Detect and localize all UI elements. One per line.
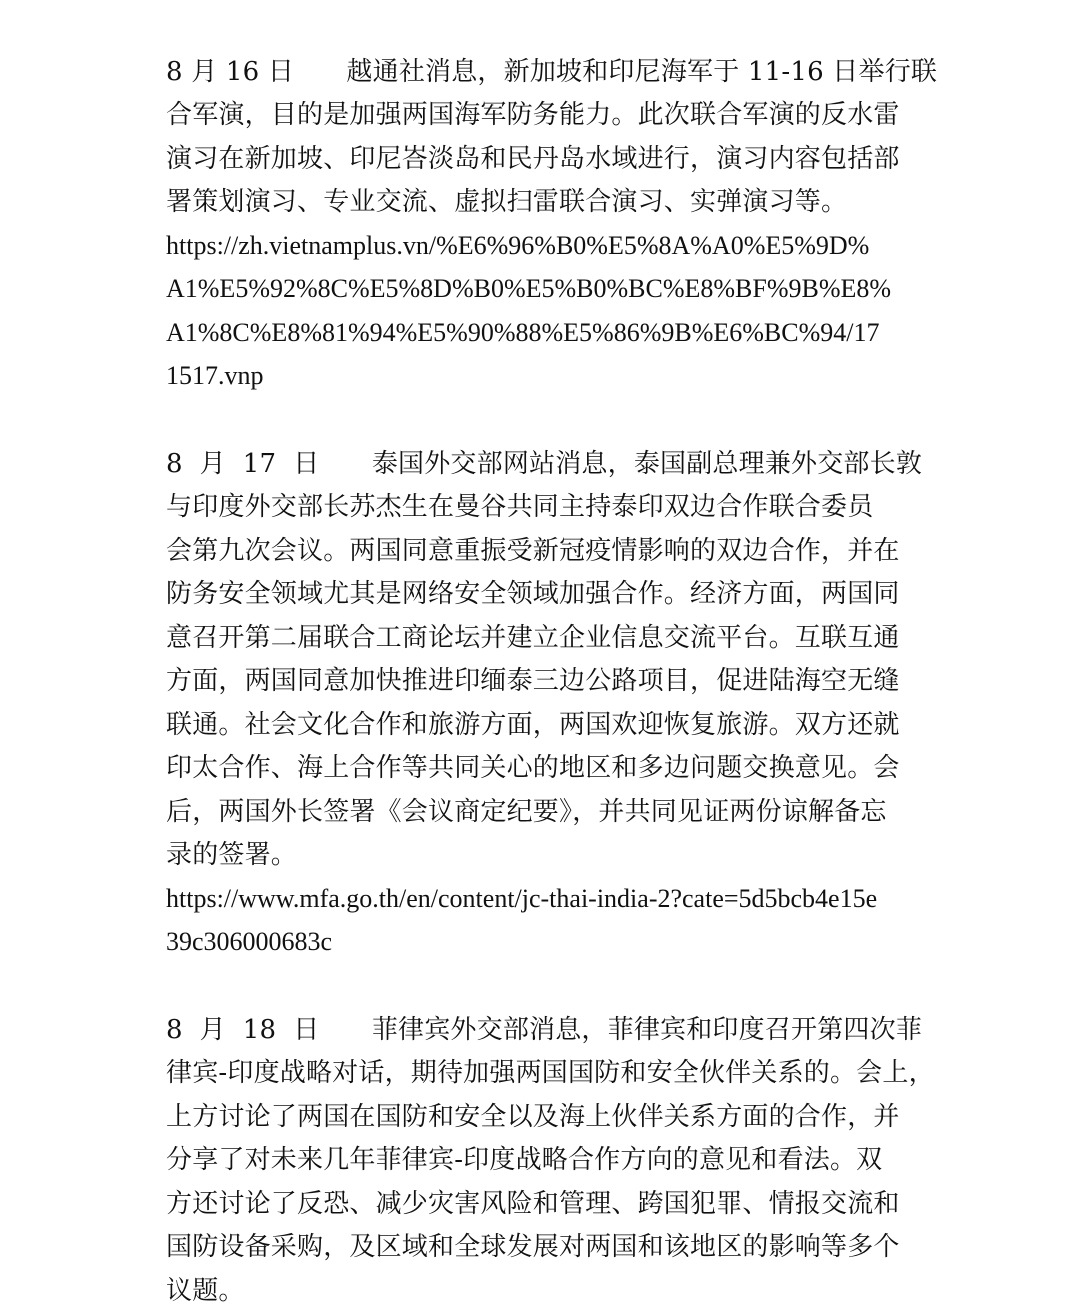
source-url-line[interactable]: https://zh.vietnamplus.vn/%E6%96%B0%E5%8A%A0%E5%9D%: [166, 231, 870, 260]
entry-text-line: 演习在新加坡、印尼峇淡岛和民丹岛水域进行，演习内容包括部: [166, 144, 900, 174]
entry-text-line: 署策划演习、专业交流、虚拟扫雷联合演习、实弹演习等。: [166, 187, 848, 217]
entry-text-line: 合军演，目的是加强两国海军防务能力。此次联合军演的反水雷: [166, 100, 900, 130]
source-url-line[interactable]: https://www.mfa.go.th/en/content/jc-thai-india-2?cate=5d5bcb4e15e: [166, 884, 878, 913]
entry-text-line: 8 月 16 日 越通社消息，新加坡和印尼海军于 11-16 日举行联: [166, 57, 938, 87]
entry-text-line: 与印度外交部长苏杰生在曼谷共同主持泰印双边合作联合委员: [166, 492, 874, 522]
entry-text-line: 律宾-印度战略对话，期待加强两国国防和安全伙伴关系的。会上，: [166, 1058, 935, 1088]
entry-text-line: 分享了对未来几年菲律宾-印度战略合作方向的意见和看法。双: [166, 1145, 883, 1175]
entry-text-line: 后，两国外长签署《会议商定纪要》，并共同见证两份谅解备忘: [166, 797, 887, 827]
source-url-line[interactable]: A1%8C%E8%81%94%E5%90%88%E5%86%9B%E6%BC%94/17: [166, 318, 880, 347]
source-url-line[interactable]: 39c306000683c: [166, 927, 333, 956]
entry-text-line: 联通。社会文化合作和旅游方面，两国欢迎恢复旅游。双方还就: [166, 710, 900, 740]
entry-text-line: 8 月 18 日 菲律宾外交部消息，菲律宾和印度召开第四次菲: [166, 1015, 923, 1045]
entry-text-line: 防务安全领域尤其是网络安全领域加强合作。经济方面，两国同: [166, 579, 900, 609]
entry-text-line: 方还讨论了反恐、减少灾害风险和管理、跨国犯罪、情报交流和: [166, 1189, 900, 1219]
entry-text-line: 印太合作、海上合作等共同关心的地区和多边问题交换意见。会: [166, 753, 900, 783]
entry-text-line: 意召开第二届联合工商论坛并建立企业信息交流平台。互联互通: [166, 623, 900, 653]
entry-text-line: 方面，两国同意加快推进印缅泰三边公路项目，促进陆海空无缝: [166, 666, 900, 696]
entry-text-line: 上方讨论了两国在国防和安全以及海上伙伴关系方面的合作，并: [166, 1102, 900, 1132]
entry-text-line: 会第九次会议。两国同意重振受新冠疫情影响的双边合作，并在: [166, 536, 900, 566]
entry-text-line: 8 月 17 日 泰国外交部网站消息，泰国副总理兼外交部长敦: [166, 449, 923, 479]
source-url-line[interactable]: A1%E5%92%8C%E5%8D%B0%E5%B0%BC%E8%BF%9B%E8%: [166, 274, 892, 303]
entry-text-line: 议题。: [166, 1276, 245, 1306]
entry-text-line: 录的签署。: [166, 840, 298, 870]
entry-text-line: 国防设备采购，及区域和全球发展对两国和该地区的影响等多个: [166, 1232, 900, 1262]
source-url-line[interactable]: 1517.vnp: [166, 361, 264, 390]
